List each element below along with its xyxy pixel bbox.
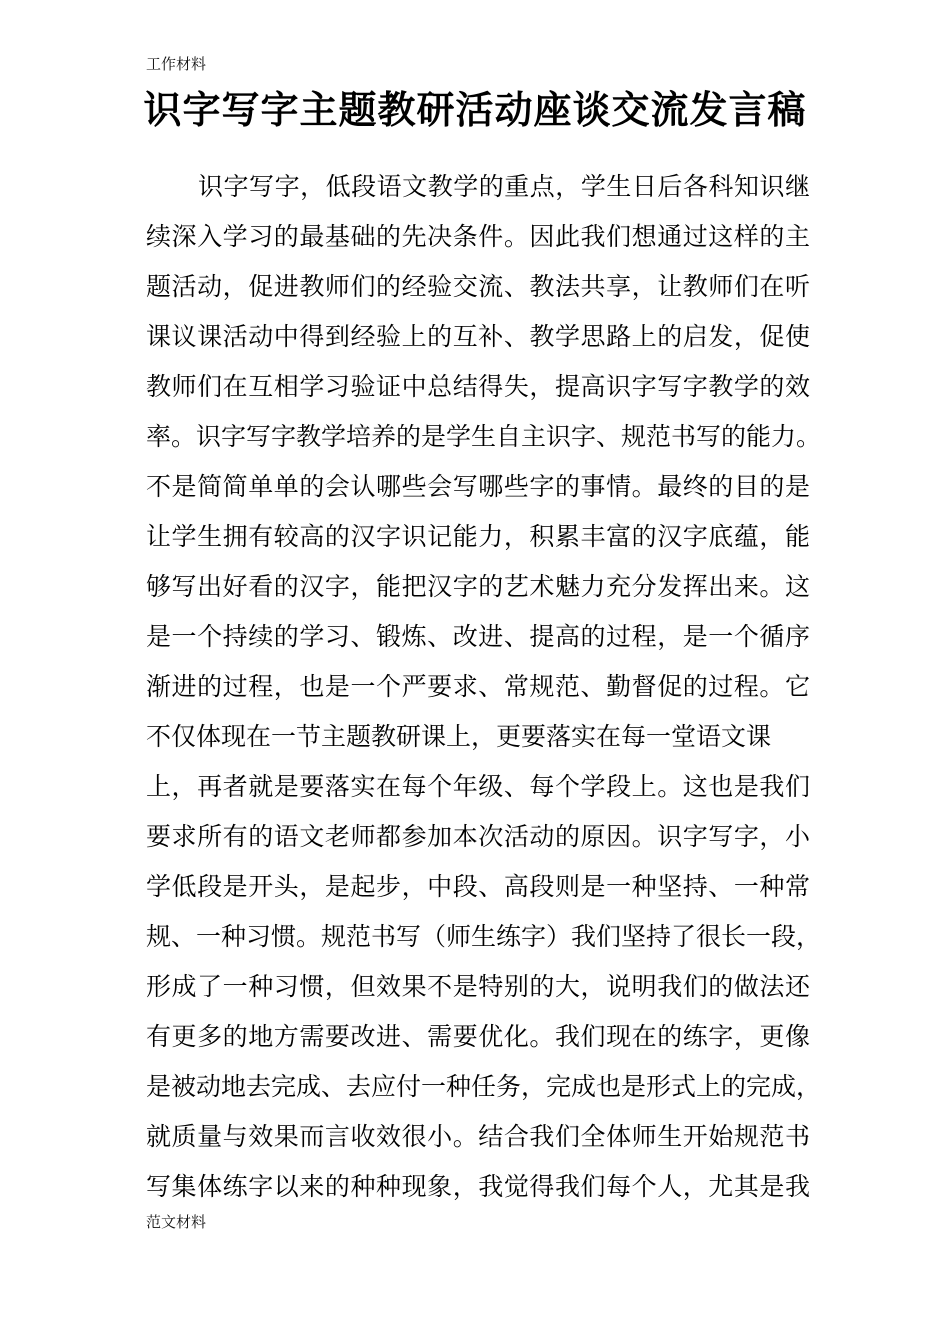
page-footer-label: 范文材料 xyxy=(146,1213,207,1231)
body-line: 够写出好看的汉字，能把汉字的艺术魅力充分发挥出来。这 xyxy=(146,572,810,601)
body-line: 识字写字，低段语文教学的重点，学生日后各科知识继 xyxy=(198,172,810,201)
body-line: 课议课活动中得到经验上的互补、教学思路上的启发，促使 xyxy=(146,322,810,351)
body-line: 渐进的过程，也是一个严要求、常规范、勤督促的过程。它 xyxy=(146,672,810,701)
document-body xyxy=(146,162,822,1212)
body-line: 上，再者就是要落实在每个年级、每个学段上。这也是我们 xyxy=(146,772,810,801)
page-header-label: 工作材料 xyxy=(146,55,207,73)
body-line: 让学生拥有较高的汉字识记能力，积累丰富的汉字底蕴，能 xyxy=(146,522,810,551)
body-line: 形成了一种习惯，但效果不是特别的大，说明我们的做法还 xyxy=(146,972,810,1001)
body-line: 率。识字写字教学培养的是学生自主识字、规范书写的能力。 xyxy=(146,422,822,451)
body-line: 就质量与效果而言收效很小。结合我们全体师生开始规范书 xyxy=(146,1122,810,1151)
body-line: 学低段是开头，是起步，中段、高段则是一种坚持、一种常 xyxy=(146,872,810,901)
body-line: 是一个持续的学习、锻炼、改进、提高的过程，是一个循序 xyxy=(146,622,810,651)
body-line: 规、一种习惯。规范书写（师生练字）我们坚持了很长一段， xyxy=(146,922,822,951)
body-line: 有更多的地方需要改进、需要优化。我们现在的练字，更像 xyxy=(146,1022,810,1051)
body-line: 题活动，促进教师们的经验交流、教法共享，让教师们在听 xyxy=(146,272,810,301)
body-line: 续深入学习的最基础的先决条件。因此我们想通过这样的主 xyxy=(146,222,810,251)
body-line: 是被动地去完成、去应付一种任务，完成也是形式上的完成， xyxy=(146,1072,822,1101)
body-line: 写集体练字以来的种种现象，我觉得我们每个人，尤其是我 xyxy=(146,1172,810,1201)
body-line: 不是简简单单的会认哪些会写哪些字的事情。最终的目的是 xyxy=(146,472,810,501)
body-line: 不仅体现在一节主题教研课上，更要落实在每一堂语文课 xyxy=(146,722,772,751)
document-title: 识字写字主题教研活动座谈交流发言稿 xyxy=(143,87,807,132)
body-line: 教师们在互相学习验证中总结得失，提高识字写字教学的效 xyxy=(146,372,810,401)
body-line: 要求所有的语文老师都参加本次活动的原因。识字写字，小 xyxy=(146,822,810,851)
